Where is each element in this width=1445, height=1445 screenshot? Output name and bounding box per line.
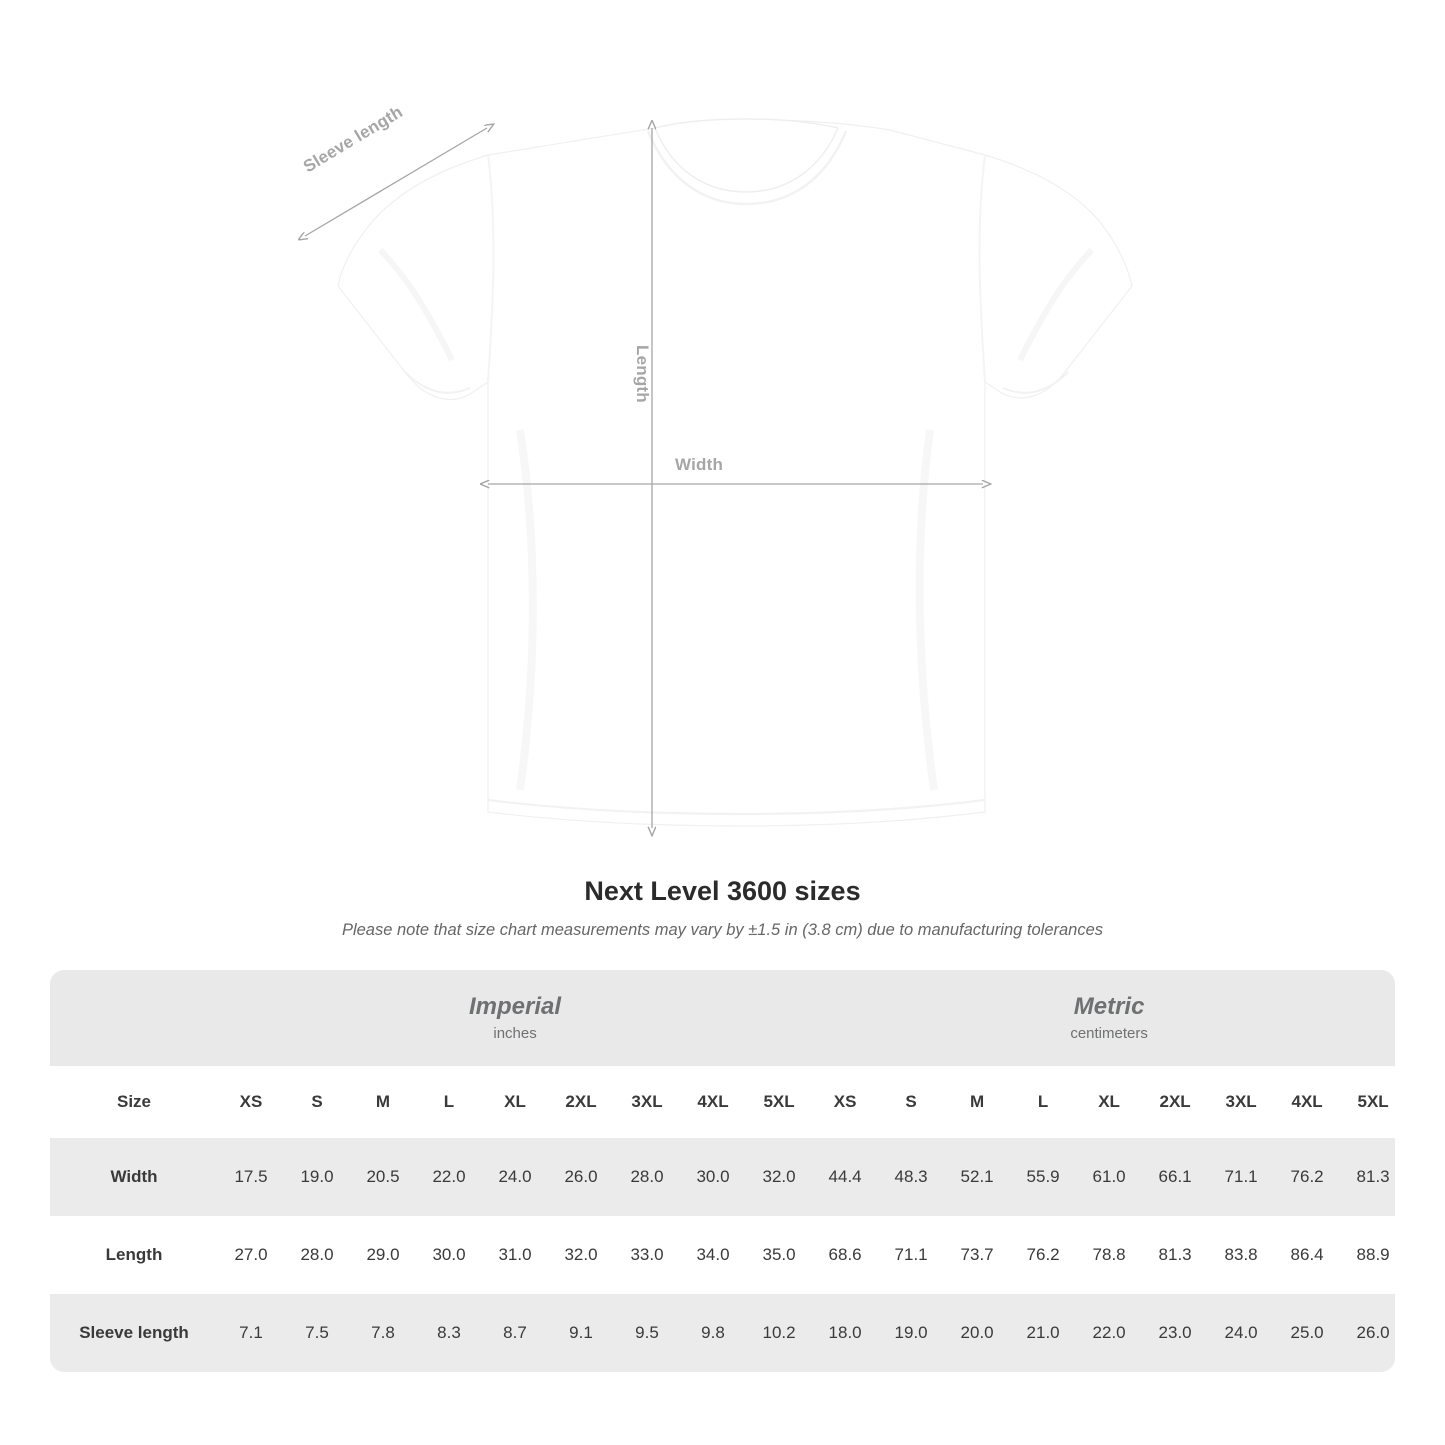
cell-width-imperial-l: 22.0: [416, 1138, 482, 1216]
cell-length-metric-2xl: 81.3: [1142, 1216, 1208, 1294]
unit-group-imperial: [218, 970, 812, 1066]
cell-sleeve-imperial-xs: 7.1: [218, 1294, 284, 1372]
cell-width-metric-xs: 44.4: [812, 1138, 878, 1216]
row-label-width: Width: [50, 1138, 218, 1216]
size-header-metric-xl: XL: [1076, 1066, 1142, 1138]
cell-sleeve-metric-xs: 18.0: [812, 1294, 878, 1372]
cell-sleeve-metric-xl: 22.0: [1076, 1294, 1142, 1372]
table-row-sleeve-length: [50, 1294, 1395, 1372]
table-row-width: [50, 1138, 1395, 1216]
table-row-length: [50, 1216, 1395, 1294]
cell-width-metric-xl: 61.0: [1076, 1138, 1142, 1216]
cell-width-metric-4xl: 76.2: [1274, 1138, 1340, 1216]
title-block: [0, 876, 1445, 940]
page-title: Next Level 3600 sizes: [584, 876, 861, 906]
cell-sleeve-imperial-3xl: 9.5: [614, 1294, 680, 1372]
size-header-metric-4xl: 4XL: [1274, 1066, 1340, 1138]
size-header-imperial-l: L: [416, 1066, 482, 1138]
unit-group-imperial-sub: inches: [493, 1025, 537, 1043]
cell-length-metric-3xl: 83.8: [1208, 1216, 1274, 1294]
cell-length-imperial-l: 30.0: [416, 1216, 482, 1294]
row-label-length: Length: [50, 1216, 218, 1294]
unit-group-metric: [812, 970, 1395, 1066]
cell-width-imperial-xl: 24.0: [482, 1138, 548, 1216]
unit-group-metric-sub: centimeters: [1070, 1025, 1148, 1043]
shirt-shape: [338, 119, 1132, 826]
cell-width-metric-2xl: 66.1: [1142, 1138, 1208, 1216]
size-header-metric-2xl: 2XL: [1142, 1066, 1208, 1138]
cell-sleeve-metric-5xl: 26.0: [1340, 1294, 1395, 1372]
cell-width-imperial-5xl: 32.0: [746, 1138, 812, 1216]
cell-length-imperial-xs: 27.0: [218, 1216, 284, 1294]
size-header-imperial-4xl: 4XL: [680, 1066, 746, 1138]
sleeve-length-label: Sleeve length: [300, 102, 406, 177]
size-header-imperial-m: M: [350, 1066, 416, 1138]
cell-length-metric-s: 71.1: [878, 1216, 944, 1294]
size-table: [50, 970, 1395, 1372]
size-header-metric-s: S: [878, 1066, 944, 1138]
cell-sleeve-imperial-l: 8.3: [416, 1294, 482, 1372]
unit-spacer-cell: [50, 970, 218, 1066]
cell-sleeve-imperial-s: 7.5: [284, 1294, 350, 1372]
cell-sleeve-imperial-xl: 8.7: [482, 1294, 548, 1372]
cell-length-metric-l: 76.2: [1010, 1216, 1076, 1294]
cell-width-imperial-2xl: 26.0: [548, 1138, 614, 1216]
cell-width-imperial-m: 20.5: [350, 1138, 416, 1216]
cell-sleeve-metric-l: 21.0: [1010, 1294, 1076, 1372]
size-header-imperial-3xl: 3XL: [614, 1066, 680, 1138]
length-label: Length: [633, 345, 652, 403]
cell-length-imperial-5xl: 35.0: [746, 1216, 812, 1294]
cell-sleeve-imperial-m: 7.8: [350, 1294, 416, 1372]
cell-width-metric-l: 55.9: [1010, 1138, 1076, 1216]
cell-width-imperial-xs: 17.5: [218, 1138, 284, 1216]
cell-width-metric-3xl: 71.1: [1208, 1138, 1274, 1216]
size-header-metric-l: L: [1010, 1066, 1076, 1138]
cell-sleeve-metric-3xl: 24.0: [1208, 1294, 1274, 1372]
tolerance-note: Please note that size chart measurements may vary by ±1.5 in (3.8 cm) due to manufacturing tolerances: [341, 921, 1104, 939]
size-header-row: [50, 1066, 1395, 1138]
size-header-imperial-s: S: [284, 1066, 350, 1138]
unit-header-row: [50, 970, 1395, 1066]
cell-length-imperial-2xl: 32.0: [548, 1216, 614, 1294]
cell-length-metric-m: 73.7: [944, 1216, 1010, 1294]
cell-width-imperial-3xl: 28.0: [614, 1138, 680, 1216]
cell-sleeve-metric-2xl: 23.0: [1142, 1294, 1208, 1372]
cell-width-imperial-4xl: 30.0: [680, 1138, 746, 1216]
cell-width-metric-5xl: 81.3: [1340, 1138, 1395, 1216]
size-header-metric-3xl: 3XL: [1208, 1066, 1274, 1138]
cell-width-imperial-s: 19.0: [284, 1138, 350, 1216]
size-header-imperial-xl: XL: [482, 1066, 548, 1138]
size-header-label: Size: [50, 1066, 218, 1138]
unit-group-imperial-name: Imperial: [469, 992, 562, 1020]
cell-width-metric-m: 52.1: [944, 1138, 1010, 1216]
cell-sleeve-imperial-5xl: 10.2: [746, 1294, 812, 1372]
cell-length-imperial-xl: 31.0: [482, 1216, 548, 1294]
row-label-sleeve-length: Sleeve length: [50, 1294, 218, 1372]
size-header-metric-5xl: 5XL: [1340, 1066, 1395, 1138]
cell-length-metric-4xl: 86.4: [1274, 1216, 1340, 1294]
cell-length-metric-xl: 78.8: [1076, 1216, 1142, 1294]
size-header-imperial-2xl: 2XL: [548, 1066, 614, 1138]
cell-length-imperial-s: 28.0: [284, 1216, 350, 1294]
cell-sleeve-imperial-4xl: 9.8: [680, 1294, 746, 1372]
cell-sleeve-metric-s: 19.0: [878, 1294, 944, 1372]
cell-length-imperial-4xl: 34.0: [680, 1216, 746, 1294]
size-header-metric-m: M: [944, 1066, 1010, 1138]
cell-length-metric-5xl: 88.9: [1340, 1216, 1395, 1294]
cell-sleeve-metric-4xl: 25.0: [1274, 1294, 1340, 1372]
unit-group-metric-name: Metric: [1073, 992, 1145, 1020]
cell-length-imperial-3xl: 33.0: [614, 1216, 680, 1294]
cell-width-metric-s: 48.3: [878, 1138, 944, 1216]
cell-sleeve-metric-m: 20.0: [944, 1294, 1010, 1372]
size-header-imperial-xs: XS: [218, 1066, 284, 1138]
size-table-wrapper: [50, 970, 1395, 1372]
size-header-imperial-5xl: 5XL: [746, 1066, 812, 1138]
size-header-metric-xs: XS: [812, 1066, 878, 1138]
width-label: Width: [675, 455, 724, 474]
cell-length-metric-xs: 68.6: [812, 1216, 878, 1294]
cell-length-imperial-m: 29.0: [350, 1216, 416, 1294]
cell-sleeve-imperial-2xl: 9.1: [548, 1294, 614, 1372]
